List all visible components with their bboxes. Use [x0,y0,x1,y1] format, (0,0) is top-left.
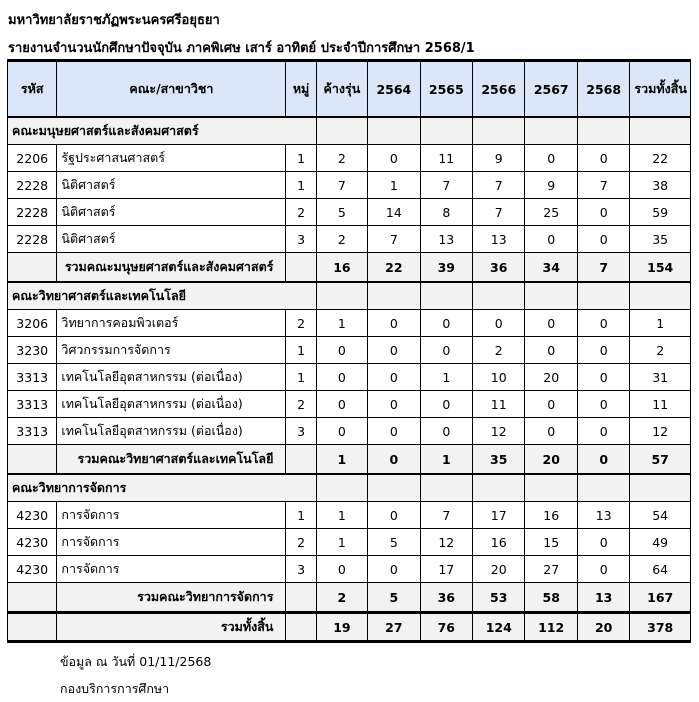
count-cell: 1 [316,529,367,556]
data-as-of-note: ข้อมูล ณ วันที่ 01/11/2568 [60,654,212,669]
empty-cell [473,117,525,145]
count-cell: 1 [316,310,367,337]
major-name: รัฐประศาสนศาสตร์ [57,145,286,172]
empty-cell [316,117,367,145]
count-cell: 1 [368,172,420,199]
count-cell: 0 [368,337,420,364]
empty-cell [316,474,367,502]
count-cell: 0 [420,337,472,364]
count-cell: 0 [316,418,367,445]
empty-cell [577,474,629,502]
count-cell: 0 [525,418,577,445]
count-cell: 13 [577,502,629,529]
subtotal-cell: 36 [420,583,472,613]
empty-cell [525,282,577,310]
table-row [8,199,691,226]
faculty-name: คณะมนุษยศาสตร์และสังคมศาสตร์ [8,117,317,145]
group-number: 2 [286,529,316,556]
count-cell: 13 [420,226,472,253]
column-header: รวมทั้งสิ้น [630,61,691,118]
count-cell: 25 [525,199,577,226]
group-number: 1 [286,172,316,199]
table-row [8,337,691,364]
faculty-name: คณะวิทยาการจัดการ [8,474,317,502]
major-name: เทคโนโลยีอุตสาหกรรม (ต่อเนื่อง) [57,391,286,418]
count-cell: 35 [630,226,691,253]
count-cell: 0 [525,310,577,337]
count-cell: 12 [630,418,691,445]
university-name: มหาวิทยาลัยราชภัฏพระนครศรีอยุธยา [8,13,220,28]
count-cell: 0 [368,364,420,391]
count-cell: 0 [316,364,367,391]
count-cell: 22 [630,145,691,172]
empty-cell [286,583,316,613]
empty-cell [420,117,472,145]
major-name: เทคโนโลยีอุตสาหกรรม (ต่อเนื่อง) [57,418,286,445]
count-cell: 0 [420,418,472,445]
table-row [8,310,691,337]
subtotal-cell: 39 [420,253,472,283]
count-cell: 0 [577,337,629,364]
grand-total-cell: 378 [630,613,691,642]
count-cell: 1 [316,502,367,529]
grand-total-cell: 19 [316,613,367,642]
count-cell: 38 [630,172,691,199]
column-header: 2568 [577,61,629,118]
count-cell: 13 [473,226,525,253]
count-cell: 0 [577,529,629,556]
subtotal-label: รวมคณะวิทยาศาสตร์และเทคโนโลยี [57,445,286,475]
major-code: 4230 [8,529,57,556]
subtotal-label: รวมคณะมนุษยศาสตร์และสังคมศาสตร์ [57,253,286,283]
count-cell: 0 [577,199,629,226]
column-header: 2567 [525,61,577,118]
count-cell: 0 [368,418,420,445]
count-cell: 9 [473,145,525,172]
empty-cell [630,282,691,310]
count-cell: 11 [420,145,472,172]
subtotal-cell: 2 [316,583,367,613]
empty-cell [316,282,367,310]
subtotal-cell: 36 [473,253,525,283]
count-cell: 0 [577,556,629,583]
group-number: 2 [286,310,316,337]
major-name: วิศวกรรมการจัดการ [57,337,286,364]
empty-cell [577,117,629,145]
empty-cell [577,282,629,310]
grand-total-label: รวมทั้งสิ้น [57,613,286,642]
grand-total-cell: 124 [473,613,525,642]
count-cell: 15 [525,529,577,556]
column-header: ค้างรุ่น [316,61,367,118]
count-cell: 0 [525,391,577,418]
count-cell: 10 [473,364,525,391]
count-cell: 14 [368,199,420,226]
count-cell: 0 [368,502,420,529]
count-cell: 16 [473,529,525,556]
count-cell: 2 [316,145,367,172]
count-cell: 0 [577,310,629,337]
count-cell: 31 [630,364,691,391]
faculty-header-row [8,474,691,502]
empty-cell [8,583,57,613]
count-cell: 7 [316,172,367,199]
subtotal-cell: 34 [525,253,577,283]
empty-cell [525,474,577,502]
empty-cell [473,474,525,502]
major-code: 2228 [8,226,57,253]
column-header: 2566 [473,61,525,118]
column-header: 2564 [368,61,420,118]
grand-total-cell: 20 [577,613,629,642]
group-number: 1 [286,145,316,172]
empty-cell [286,253,316,283]
major-name: การจัดการ [57,556,286,583]
count-cell: 17 [473,502,525,529]
table-row [8,502,691,529]
table-row [8,364,691,391]
count-cell: 20 [473,556,525,583]
count-cell: 27 [525,556,577,583]
count-cell: 8 [420,199,472,226]
column-header: รหัส [8,61,57,118]
column-header: หมู่ [286,61,316,118]
count-cell: 0 [368,145,420,172]
subtotal-cell: 0 [577,445,629,475]
count-cell: 11 [473,391,525,418]
table-row [8,145,691,172]
count-cell: 12 [420,529,472,556]
empty-cell [8,253,57,283]
group-number: 2 [286,391,316,418]
count-cell: 59 [630,199,691,226]
major-name: วิทยาการคอมพิวเตอร์ [57,310,286,337]
count-cell: 0 [316,337,367,364]
count-cell: 0 [577,145,629,172]
group-number: 3 [286,556,316,583]
table-row [8,226,691,253]
count-cell: 7 [420,172,472,199]
subtotal-cell: 5 [368,583,420,613]
faculty-name: คณะวิทยาศาสตร์และเทคโนโลยี [8,282,317,310]
subtotal-cell: 57 [630,445,691,475]
table-row [8,556,691,583]
subtotal-cell: 1 [316,445,367,475]
count-cell: 2 [473,337,525,364]
subtotal-cell: 22 [368,253,420,283]
empty-cell [630,117,691,145]
group-number: 1 [286,364,316,391]
subtotal-cell: 1 [420,445,472,475]
count-cell: 17 [420,556,472,583]
major-code: 2206 [8,145,57,172]
empty-cell [525,117,577,145]
grand-total-cell: 76 [420,613,472,642]
major-name: นิติศาสตร์ [57,226,286,253]
count-cell: 0 [316,556,367,583]
faculty-header-row [8,282,691,310]
count-cell: 5 [316,199,367,226]
subtotal-cell: 154 [630,253,691,283]
major-name: เทคโนโลยีอุตสาหกรรม (ต่อเนื่อง) [57,364,286,391]
student-count-table [7,59,691,643]
subtotal-cell: 13 [577,583,629,613]
count-cell: 2 [630,337,691,364]
major-name: การจัดการ [57,502,286,529]
count-cell: 0 [316,391,367,418]
major-code: 3313 [8,391,57,418]
major-code: 2228 [8,199,57,226]
count-cell: 0 [525,145,577,172]
count-cell: 20 [525,364,577,391]
subtotal-cell: 7 [577,253,629,283]
empty-cell [286,613,316,642]
major-code: 3313 [8,418,57,445]
group-number: 1 [286,337,316,364]
empty-cell [630,474,691,502]
major-code: 4230 [8,556,57,583]
subtotal-label: รวมคณะวิทยาการจัดการ [57,583,286,613]
count-cell: 2 [316,226,367,253]
major-name: การจัดการ [57,529,286,556]
empty-cell [286,445,316,475]
table-row [8,172,691,199]
grand-total-row [8,613,691,642]
subtotal-cell: 58 [525,583,577,613]
group-number: 3 [286,418,316,445]
column-header: 2565 [420,61,472,118]
table-row [8,391,691,418]
count-cell: 0 [420,391,472,418]
count-cell: 0 [577,226,629,253]
grand-total-cell: 27 [368,613,420,642]
major-name: นิติศาสตร์ [57,172,286,199]
faculty-header-row [8,117,691,145]
count-cell: 49 [630,529,691,556]
report-title: รายงานจำนวนนักศึกษาปัจจุบัน ภาคพิเศษ เสาร์ อาทิตย์ ประจำปีการศึกษา 2568/1 [8,41,475,56]
major-code: 2228 [8,172,57,199]
count-cell: 0 [420,310,472,337]
major-name: นิติศาสตร์ [57,199,286,226]
column-header: คณะ/สาขาวิชา [57,61,286,118]
major-code: 4230 [8,502,57,529]
count-cell: 7 [473,199,525,226]
empty-cell [368,474,420,502]
empty-cell [473,282,525,310]
empty-cell [420,282,472,310]
count-cell: 1 [420,364,472,391]
count-cell: 0 [473,310,525,337]
grand-total-cell: 112 [525,613,577,642]
count-cell: 9 [525,172,577,199]
subtotal-cell: 35 [473,445,525,475]
count-cell: 7 [473,172,525,199]
count-cell: 0 [525,226,577,253]
count-cell: 7 [368,226,420,253]
major-code: 3230 [8,337,57,364]
count-cell: 1 [630,310,691,337]
count-cell: 7 [420,502,472,529]
group-number: 3 [286,226,316,253]
major-code: 3313 [8,364,57,391]
count-cell: 64 [630,556,691,583]
subtotal-row [8,445,691,475]
empty-cell [368,117,420,145]
subtotal-cell: 0 [368,445,420,475]
empty-cell [420,474,472,502]
empty-cell [8,613,57,642]
count-cell: 0 [577,418,629,445]
count-cell: 0 [525,337,577,364]
empty-cell [368,282,420,310]
group-number: 2 [286,199,316,226]
count-cell: 12 [473,418,525,445]
table-header-row [8,61,691,118]
subtotal-cell: 16 [316,253,367,283]
count-cell: 7 [577,172,629,199]
subtotal-cell: 53 [473,583,525,613]
major-code: 3206 [8,310,57,337]
table-row [8,418,691,445]
empty-cell [8,445,57,475]
subtotal-cell: 167 [630,583,691,613]
department-note: กองบริการการศึกษา [60,681,170,696]
subtotal-row [8,583,691,613]
count-cell: 54 [630,502,691,529]
count-cell: 0 [368,391,420,418]
group-number: 1 [286,502,316,529]
table-row [8,529,691,556]
table-body [8,117,691,642]
count-cell: 0 [577,391,629,418]
count-cell: 0 [368,556,420,583]
count-cell: 11 [630,391,691,418]
count-cell: 0 [577,364,629,391]
count-cell: 5 [368,529,420,556]
subtotal-row [8,253,691,283]
count-cell: 16 [525,502,577,529]
subtotal-cell: 20 [525,445,577,475]
count-cell: 0 [368,310,420,337]
